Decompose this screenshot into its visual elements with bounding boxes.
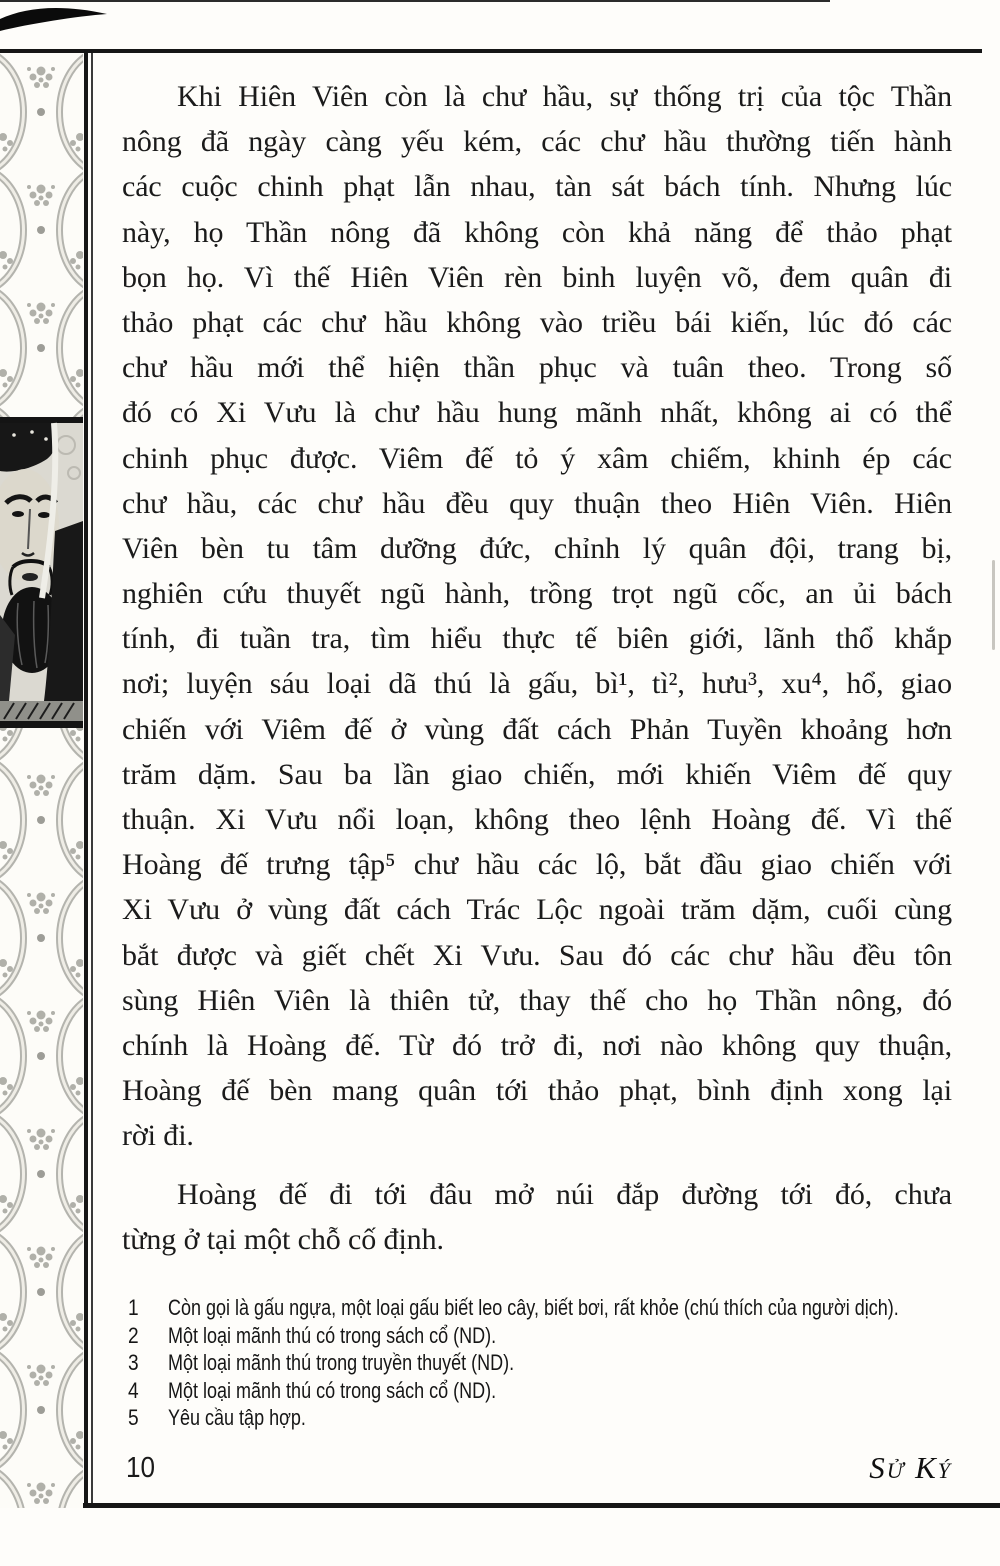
- footnote-number: 4: [128, 1377, 139, 1403]
- text-line: thuận. Xi Vưu nổi loạn, không theo lệnh Hoàng đế. Vì thế: [122, 803, 952, 836]
- ink-mark: [0, 2, 120, 38]
- paragraph: [122, 74, 952, 1159]
- footnote: [128, 1377, 988, 1405]
- vertical-border-thin: [91, 53, 93, 1508]
- footnote-text: Một loại mãnh thú có trong sách cổ (ND).: [168, 1322, 497, 1348]
- text-line: bọn họ. Vì thế Hiên Viên rèn binh luyện võ, đem quân đi: [122, 260, 952, 294]
- text-line: Hoàng đế bèn mang quân tới thảo phạt, bình định xong lại: [122, 1074, 952, 1108]
- text-line: tính, đi tuần tra, tìm hiểu thực tế biên giới, lãnh thổ khắp: [122, 622, 952, 656]
- footnote-number: 2: [128, 1322, 139, 1348]
- footnote-number: 5: [128, 1405, 139, 1431]
- text-line: chư hầu mới thể hiện thần phục và tuân theo. Trong số: [122, 351, 952, 385]
- text-line: Xi Vưu ở vùng đất cách Trác Lộc ngoài trăm dặm, cuối cùng: [122, 893, 952, 927]
- text-line: thảo phạt các chư hầu không vào triều bái kiến, lúc đó các: [122, 305, 952, 339]
- footnote-text: Còn gọi là gấu ngựa, một loại gấu biết leo cây, biết bơi, rất khỏe (chú thích của người dịch).: [168, 1295, 899, 1320]
- text-line: chinh phục được. Viêm đế tỏ ý xâm chiếm, khinh ép các: [122, 441, 952, 475]
- footnote: [128, 1349, 988, 1377]
- text-line: Viên bèn tu tâm dưỡng đức, chỉnh lý quân đội, trang bị,: [122, 531, 952, 565]
- text-line: từng ở tại một chỗ cố định.: [122, 1222, 444, 1256]
- running-title: Sử Ký: [869, 1450, 952, 1485]
- scan-smudge: [992, 560, 995, 650]
- footnote-number: 3: [128, 1350, 139, 1376]
- footnotes: [128, 1294, 988, 1432]
- text-line: này, họ Thần nông đã không còn khả năng để thảo phạt: [122, 215, 952, 249]
- footnote: [128, 1322, 988, 1350]
- text-line: Hoàng đế trưng tập⁵ chư hầu các lộ, bắt đầu giao chiến với: [122, 848, 952, 882]
- brocade-pattern-band: [0, 53, 83, 1508]
- text-line: Khi Hiên Viên còn là chư hầu, sự thống trị của tộc Thần: [177, 80, 952, 113]
- emperor-portrait: [0, 417, 83, 728]
- text-line: bắt được và giết chết Xi Vưu. Sau đó các chư hầu đều tôn: [122, 938, 952, 972]
- paragraph: [122, 1172, 952, 1262]
- text-line: nghiên cứu thuyết ngũ hành, trồng trọt ngũ cốc, an ủi bách: [122, 577, 952, 611]
- footnote-text: Một loại mãnh thú có trong sách cổ (ND).: [168, 1377, 497, 1403]
- bottom-border-rule: [58, 1503, 1000, 1508]
- text-line: rời đi.: [122, 1119, 194, 1153]
- text-line: sùng Hiên Viên là thiên tử, thay thế cho họ Thần nông, đó: [122, 983, 952, 1017]
- footnote: [128, 1404, 988, 1432]
- text-line: Hoàng đế đi tới đâu mở núi đắp đường tới đó, chưa: [177, 1177, 952, 1211]
- footnote-text: Yêu cầu tập hợp.: [168, 1405, 306, 1431]
- text-line: các cuộc chinh phạt lẫn nhau, tàn sát bách tính. Nhưng lúc: [122, 170, 952, 204]
- page-number: 10: [126, 1452, 156, 1484]
- text-line: nông đã ngày càng yếu kém, các chư hầu thường tiến hành: [122, 125, 952, 159]
- text-line: nơi; luyện sáu loại dã thú là gấu, bì¹, tì², hưu³, xu⁴, hổ, giao: [122, 667, 952, 701]
- footnote-number: 1: [128, 1295, 139, 1320]
- footnote-text: Một loại mãnh thú trong truyền thuyết (ND).: [168, 1350, 515, 1376]
- top-border-rule: [0, 49, 982, 53]
- text-line: chính là Hoàng đế. Từ đó trở đi, nơi nào không quy thuận,: [122, 1028, 952, 1062]
- text-line: chiến với Viêm đế ở vùng đất cách Phản Tuyền khoảng hơn: [122, 712, 952, 746]
- footnote: [128, 1294, 988, 1322]
- text-line: chư hầu, các chư hầu đều quy thuận theo Hiên Viên. Hiên: [122, 486, 952, 520]
- body-text: [122, 74, 952, 1262]
- vertical-border-thick: [84, 53, 88, 1508]
- footnote-rule: [0, 0, 830, 2]
- text-line: trăm dặm. Sau ba lần giao chiến, mới khiến Viêm đế quy: [122, 757, 952, 791]
- text-line: đó có Xi Vưu là chư hầu hung mãnh nhất, không ai có thể: [122, 396, 952, 430]
